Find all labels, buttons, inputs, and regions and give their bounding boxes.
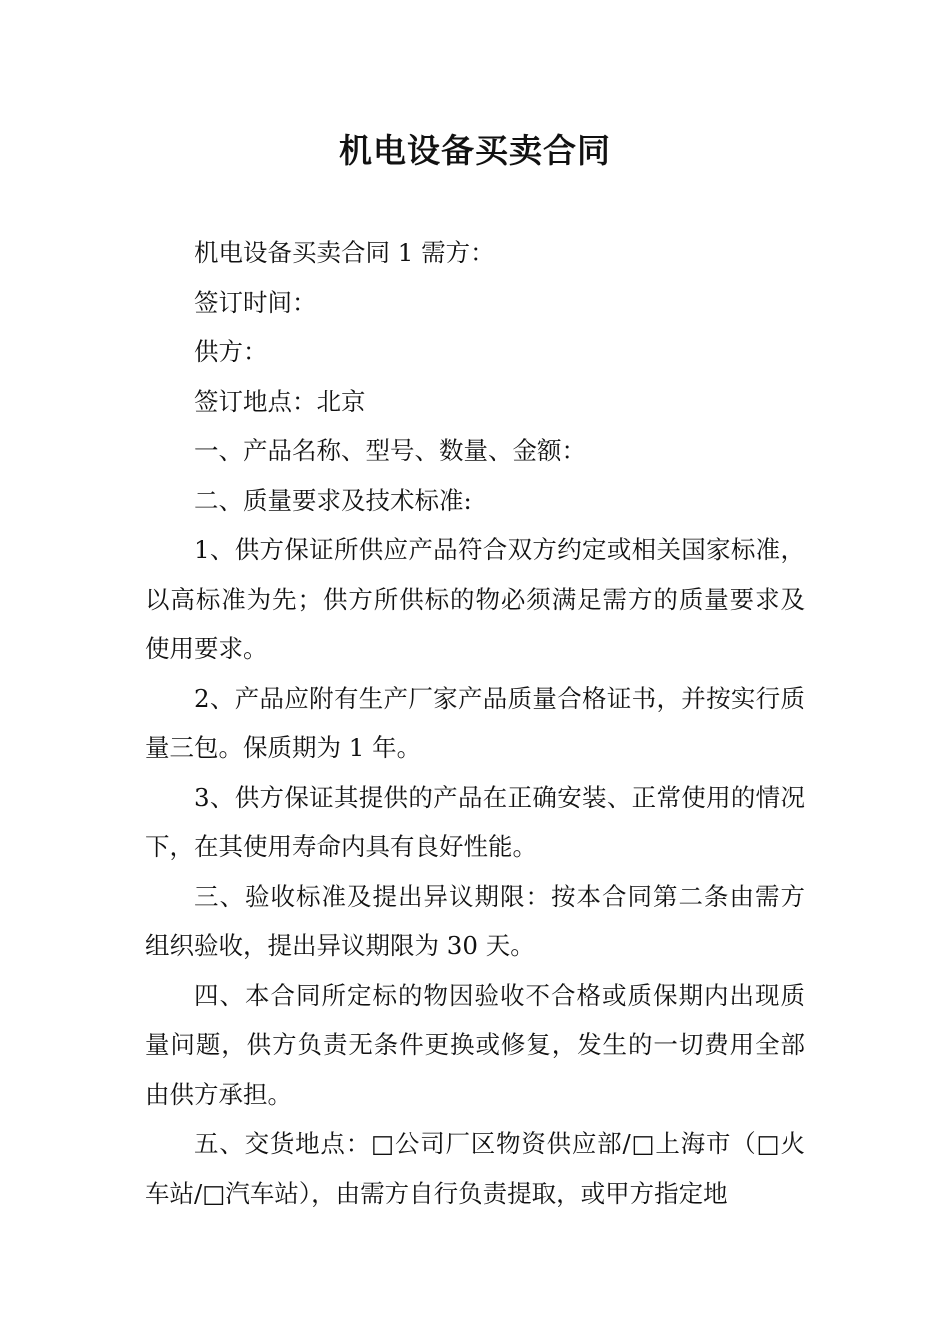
paragraph-sign-date: 签订时间： bbox=[194, 287, 317, 317]
document-title: 机电设备买卖合同 bbox=[339, 131, 611, 170]
clause-2-1: 1、供方保证所供应产品符合双方约定或相关国家标准，以高标准为先；供方所供标的物必须满足需方的质量要求及使用要求。 bbox=[145, 535, 805, 663]
paragraph-buyer: 机电设备买卖合同 1 需方： bbox=[194, 238, 495, 267]
clause-2-3: 3、供方保证其提供的产品在正确安装、正常使用的情况下，在其使用寿命内具有良好性能。 bbox=[145, 782, 805, 861]
section-4-replacement: 四、本合同所定标的物因验收不合格或质保期内出现质量问题，供方负责无条件更换或修复，发生的一切费用全部由供方承担。 bbox=[145, 980, 805, 1109]
section-3-acceptance: 三、验收标准及提出异议期限：按本合同第二条由需方组织验收，提出异议期限为 30 天。 bbox=[145, 881, 805, 960]
document-body bbox=[145, 228, 805, 1218]
clause-2-2: 2、产品应附有生产厂家产品质量合格证书，并按实行质量三包。保质期为 1 年。 bbox=[145, 683, 805, 762]
section-5-delivery: 五、交货地点：□公司厂区物资供应部/□上海市（□火车站/□汽车站），由需方自行负责提取，或甲方指定地 bbox=[145, 1129, 805, 1208]
paragraph-sign-place: 签订地点：北京 bbox=[194, 386, 366, 416]
paragraph-supplier: 供方： bbox=[194, 337, 268, 366]
section-2-quality: 二、质量要求及技术标准: bbox=[194, 485, 472, 515]
section-1-products: 一、产品名称、型号、数量、金额： bbox=[194, 436, 586, 465]
